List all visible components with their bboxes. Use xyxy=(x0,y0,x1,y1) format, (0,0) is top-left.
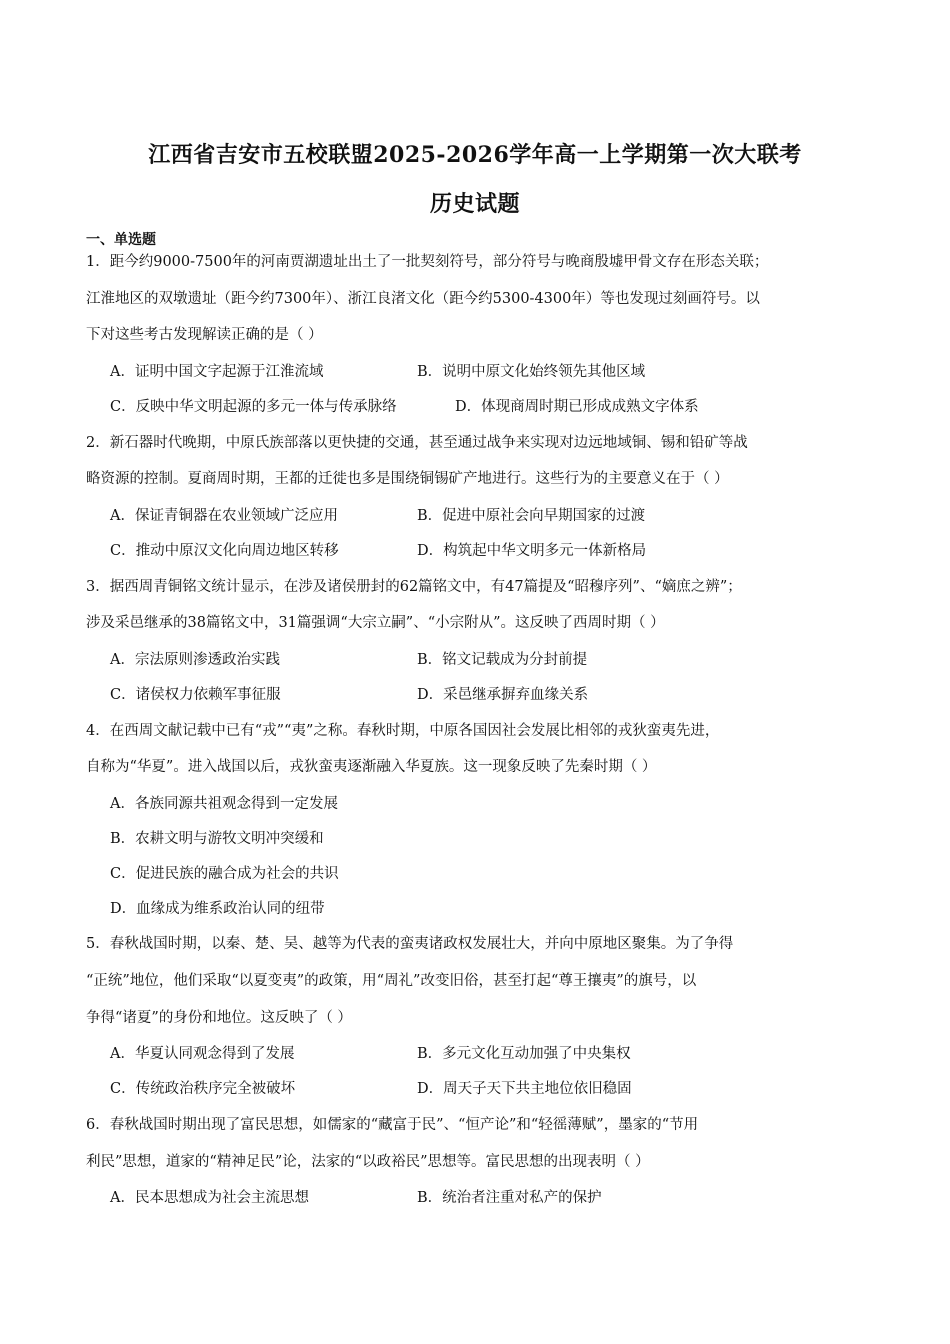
question-5-option-c[interactable]: C．传统政治秩序完全被破坏 xyxy=(110,1081,296,1097)
question-5-option-d[interactable]: D．周天子天下共主地位依旧稳固 xyxy=(417,1081,632,1097)
question-5-line-3: 争得“诸夏”的身份和地位。这反映了（ ） xyxy=(86,1010,352,1026)
question-3-option-b[interactable]: B．铭文记载成为分封前提 xyxy=(417,652,588,668)
question-2-option-d[interactable]: D．构筑起中华文明多元一体新格局 xyxy=(417,543,647,559)
question-2-option-a[interactable]: A．保证青铜器在农业领域广泛应用 xyxy=(110,508,338,524)
question-4-option-d[interactable]: D．血缘成为维系政治认同的纽带 xyxy=(110,901,325,917)
question-4-option-b[interactable]: B．农耕文明与游牧文明冲突缓和 xyxy=(110,831,324,847)
question-5-option-a[interactable]: A．华夏认同观念得到了发展 xyxy=(110,1046,295,1062)
question-3-line-2: 涉及采邑继承的38篇铭文中，31篇强调“大宗立嗣”、“小宗附从”。这反映了西周时期（ ） xyxy=(86,615,665,631)
section-heading: 一、单选题 xyxy=(86,232,156,248)
question-2-line-1: 2．新石器时代晚期，中原氏族部落以更快捷的交通，甚至通过战争来实现对边远地域铜、锡和铅矿等战 xyxy=(86,435,748,451)
question-5-option-b[interactable]: B．多元文化互动加强了中央集权 xyxy=(417,1046,631,1062)
exam-subject: 历史试题 xyxy=(429,191,520,217)
question-1-option-a[interactable]: A．证明中国文字起源于江淮流域 xyxy=(110,364,324,380)
question-5-line-2: “正统”地位，他们采取“以夏变夷”的政策，用“周礼”改变旧俗，甚至打起“尊王攘夷”的旗号，以 xyxy=(86,973,697,989)
question-1-line-1: 1．距今约9000-7500年的河南贾湖遗址出土了一批契刻符号，部分符号与晚商殷墟甲骨文存在形态关联； xyxy=(86,254,769,270)
question-1-option-c[interactable]: C．反映中华文明起源的多元一体与传承脉络 xyxy=(110,399,397,415)
question-2-option-b[interactable]: B．促进中原社会向早期国家的过渡 xyxy=(417,508,646,524)
question-6-option-a[interactable]: A．民本思想成为社会主流思想 xyxy=(110,1190,309,1206)
question-6-line-1: 6．春秋战国时期出现了富民思想，如儒家的“藏富于民”、“恒产论”和“轻徭薄赋”，墨家的“节用 xyxy=(86,1117,699,1133)
question-5-line-1: 5．春秋战国时期，以秦、楚、吴、越等为代表的蛮夷诸政权发展壮大，并向中原地区聚集。为了争得 xyxy=(86,936,734,952)
question-2-option-c[interactable]: C．推动中原汉文化向周边地区转移 xyxy=(110,543,339,559)
question-1-line-2: 江淮地区的双墩遗址（距今约7300年）、浙江良渚文化（距今约5300-4300年）等也发现过刻画符号。以 xyxy=(86,291,760,307)
question-4-line-1: 4．在西周文献记载中已有“戎”“夷”之称。春秋时期，中原各国因社会发展比相邻的戎狄蛮夷先进， xyxy=(86,723,720,739)
question-4-line-2: 自称为“华夏”。进入战国以后，戎狄蛮夷逐渐融入华夏族。这一现象反映了先秦时期（ ） xyxy=(86,759,657,775)
question-1-option-d[interactable]: D．体现商周时期已形成成熟文字体系 xyxy=(455,399,699,415)
question-4-option-a[interactable]: A．各族同源共祖观念得到一定发展 xyxy=(110,796,338,812)
question-4-option-c[interactable]: C．促进民族的融合成为社会的共识 xyxy=(110,866,339,882)
question-3-option-d[interactable]: D．采邑继承摒弃血缘关系 xyxy=(417,687,589,703)
question-1-line-3: 下对这些考古发现解读正确的是（ ） xyxy=(86,327,323,343)
question-6-option-b[interactable]: B．统治者注重对私产的保护 xyxy=(417,1190,602,1206)
exam-title: 江西省吉安市五校联盟2025-2026学年高一上学期第一次大联考 xyxy=(148,142,802,168)
question-6-line-2: 利民”思想，道家的“精神足民”论，法家的“以政裕民”思想等。富民思想的出现表明（ ） xyxy=(86,1154,650,1170)
question-3-option-c[interactable]: C．诸侯权力依赖军事征服 xyxy=(110,687,281,703)
question-3-option-a[interactable]: A．宗法原则渗透政治实践 xyxy=(110,652,280,668)
question-3-line-1: 3．据西周青铜铭文统计显示，在涉及诸侯册封的62篇铭文中，有47篇提及“昭穆序列”、“嫡庶之辨”； xyxy=(86,579,742,595)
question-1-option-b[interactable]: B．说明中原文化始终领先其他区域 xyxy=(417,364,646,380)
question-2-line-2: 略资源的控制。夏商周时期，王都的迁徙也多是围绕铜锡矿产地进行。这些行为的主要意义在于（ ） xyxy=(86,471,729,487)
